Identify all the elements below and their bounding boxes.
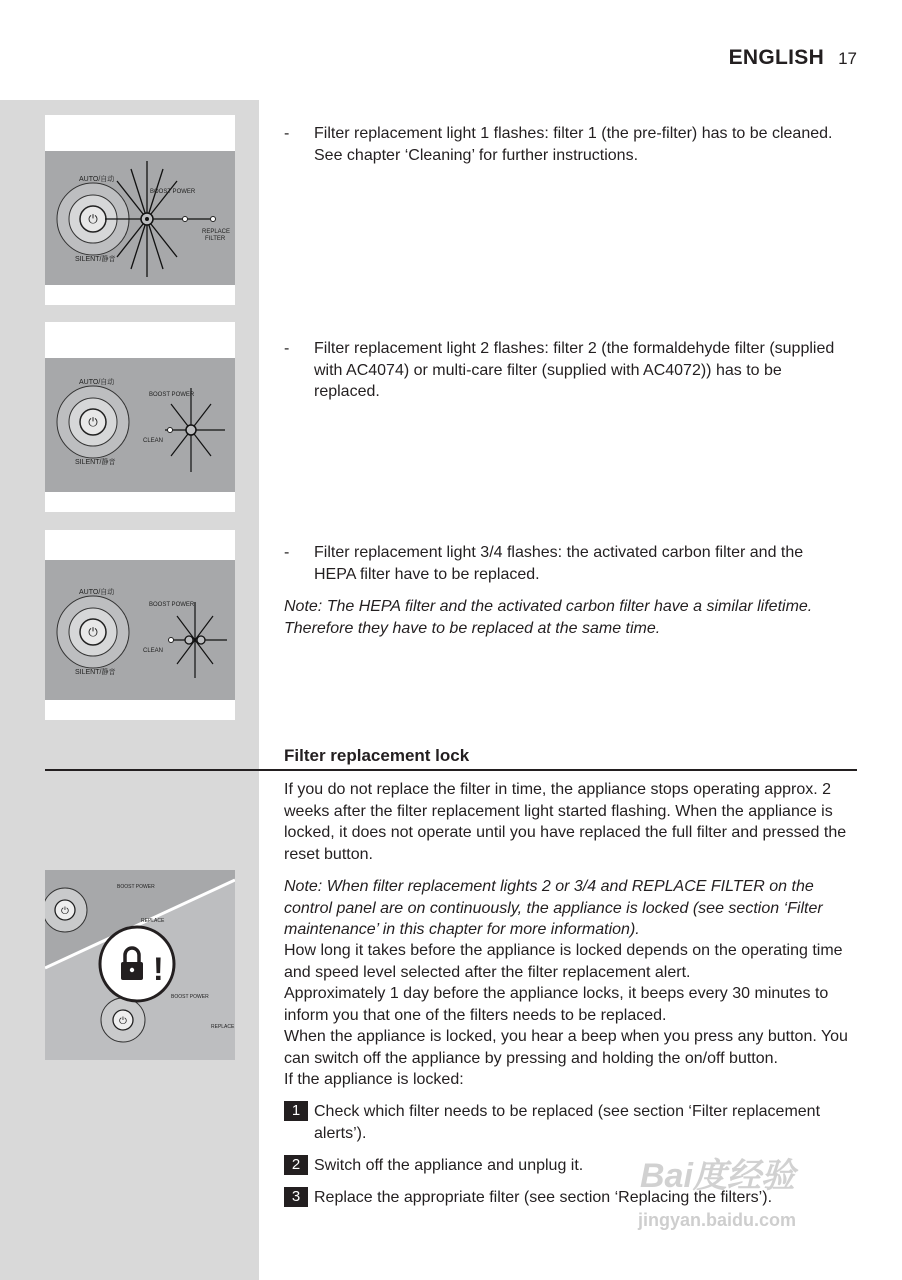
boost-power-label: BOOST POWER	[117, 884, 155, 890]
replace-label: REPLACE	[211, 1024, 235, 1030]
filter-label: FILTER	[205, 236, 226, 242]
boost-power-label: BOOST POWER	[149, 392, 195, 398]
boost-power-label: BOOST POWER	[150, 189, 196, 195]
auto-label: AUTO/自动	[79, 176, 115, 183]
section-title: Filter replacement lock	[284, 746, 470, 765]
paragraph-locked-behavior: When the appliance is locked, you hear a beep when you press any button. You can switch off the appliance by pressing and holding the on/off button.	[284, 1028, 848, 1067]
silent-label: SILENT/静音	[75, 459, 116, 466]
lock-illustration	[45, 870, 235, 1060]
note-lifetime: Note: The HEPA filter and the activated carbon filter have a similar lifetime. Therefore they have to be replaced at the same time.	[284, 598, 813, 637]
illustration-filter-light-2	[45, 322, 235, 512]
alert-item	[284, 338, 844, 404]
list-dash: -	[284, 340, 290, 357]
watermark-url: jingyan.baidu.com	[638, 1210, 797, 1230]
paragraph-lock-time: How long it takes before the appliance is locked depends on the operating time and speed level selected after the filter replacement alert.	[284, 942, 843, 981]
power-icon: ⏻	[88, 625, 98, 639]
boost-power-label: BOOST POWER	[149, 602, 195, 608]
lock-illustration-svg	[45, 870, 235, 1060]
page-header	[729, 46, 857, 70]
control-panel-svg	[45, 560, 235, 700]
replace-label: REPLACE	[141, 918, 165, 924]
auto-label: AUTO/自动	[79, 589, 115, 596]
step-text: Check which filter needs to be replaced (see section ‘Filter replacement alerts’).	[314, 1103, 821, 1142]
control-panel-svg	[45, 358, 235, 492]
power-icon: ⏻	[61, 906, 69, 917]
alert-item	[284, 123, 844, 167]
list-dash: -	[284, 125, 290, 142]
step-number: 2	[284, 1155, 308, 1175]
paragraph-if-locked: If the appliance is locked:	[284, 1071, 464, 1088]
control-panel-image	[45, 151, 235, 285]
illustration-filter-light-1	[45, 115, 235, 305]
clean-label: CLEAN	[143, 648, 164, 654]
boost-power-label: BOOST POWER	[171, 994, 209, 1000]
note-lock: Note: When filter replacement lights 2 or 3/4 and REPLACE FILTER on the control panel are on continuously, the appliance is locked (see section ‘Filter maintenance’ in this chapter for more information).	[284, 878, 823, 938]
control-panel-image	[45, 358, 235, 492]
language-label: ENGLISH	[728, 46, 825, 69]
section-rule	[45, 769, 857, 771]
alert-text: Filter replacement light 1 flashes: filter 1 (the pre-filter) has to be cleaned. See chapter ‘Cleaning’ for further instructions.	[314, 125, 833, 164]
silent-label: SILENT/静音	[75, 256, 116, 263]
power-icon: ⏻	[119, 1016, 127, 1027]
alert-text: Filter replacement light 3/4 flashes: the activated carbon filter and the HEPA filter have to be replaced.	[314, 544, 804, 583]
control-panel-svg	[45, 151, 235, 285]
list-dash: -	[284, 544, 290, 561]
step-text: Replace the appropriate filter (see section ‘Replacing the filters’).	[314, 1189, 773, 1206]
alert-text: Filter replacement light 2 flashes: filter 2 (the formaldehyde filter (supplied with AC4074) or multi-care filter (supplied with AC4072)) has to be replaced.	[314, 340, 835, 400]
control-panel-image	[45, 560, 235, 700]
watermark-brand: Bai度经验	[640, 1157, 795, 1195]
silent-label: SILENT/静音	[75, 669, 116, 676]
step-number: 1	[284, 1101, 308, 1121]
step-item	[284, 1101, 854, 1145]
page-number: 17	[838, 49, 857, 68]
step-text: Switch off the appliance and unplug it.	[314, 1157, 584, 1174]
step-number: 3	[284, 1187, 308, 1207]
baidu-watermark	[640, 1148, 855, 1242]
paragraph-beep-warning: Approximately 1 day before the appliance locks, it beeps every 30 minutes to inform you that one of the filters needs to be replaced.	[284, 985, 829, 1024]
replace-label: REPLACE	[202, 229, 231, 235]
power-icon: ⏻	[88, 415, 98, 429]
power-icon: ⏻	[88, 212, 98, 226]
clean-label: CLEAN	[143, 438, 164, 444]
illustration-filter-light-34	[45, 530, 235, 720]
alert-item	[284, 542, 844, 586]
intro-paragraph: If you do not replace the filter in time, the appliance stops operating approx. 2 weeks after the filter replacement light started flashing. When the appliance is locked, it does not operate until you have replaced the full filter and pressed the reset button.	[284, 781, 847, 863]
auto-label: AUTO/自动	[79, 379, 115, 386]
exclamation-icon: !	[153, 951, 164, 987]
